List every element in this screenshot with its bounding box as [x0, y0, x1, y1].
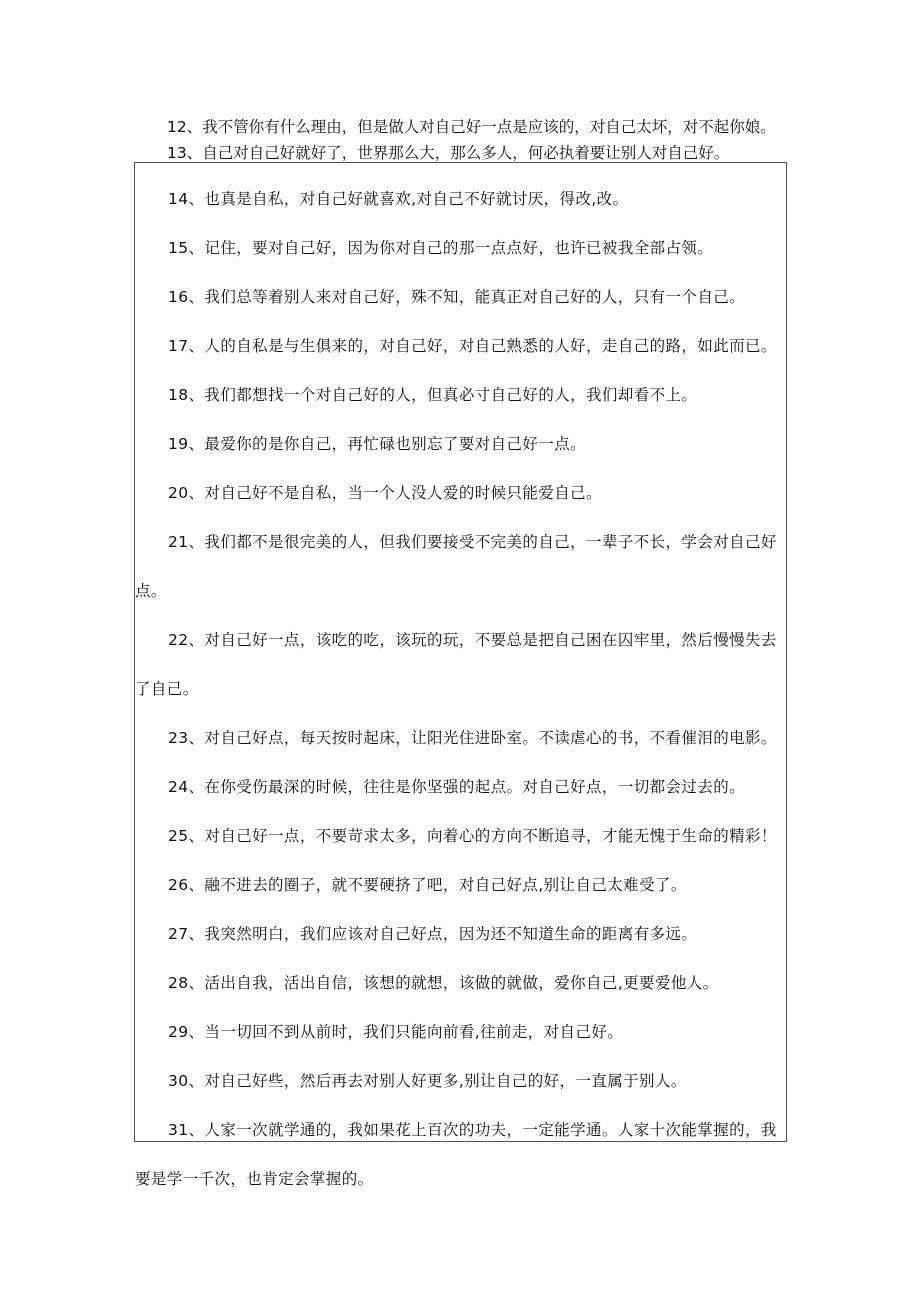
list-item: 31、人家一次就学通的，我如果花上百次的功夫，一定能学通。人家十次能掌握的，我要是学一千次，也肯定会掌握的。: [135, 1121, 777, 1188]
list-item: 24、在你受伤最深的时候，往往是你坚强的起点。对自己好点，一切都会过去的。: [168, 778, 746, 796]
bordered-text-box: [134, 162, 787, 1188]
list-item: 16、我们总等着别人来对自己好，殊不知，能真正对自己好的人，只有一个自己。: [168, 288, 746, 306]
list-item: 25、对自己好一点，不要苛求太多，向着心的方向不断追寻，才能无愧于生命的精彩！: [168, 827, 777, 845]
list-item: 27、我突然明白，我们应该对自己好点，因为还不知道生命的距离有多远。: [168, 925, 698, 943]
list-item: 12、我不管你有什么理由，但是做人对自己好一点是应该的，对自己太坏，对不起你娘。: [167, 118, 776, 136]
list-item: 14、也真是自私，对自己好就喜欢,对自己不好就讨厌，得改,改。: [168, 190, 629, 208]
top-paragraphs: [134, 114, 787, 166]
list-item: 13、自己对自己好就好了，世界那么大，那么多人，何必执着要让别人对自己好。: [167, 144, 730, 162]
list-item: 17、人的自私是与生俱来的，对自己好，对自己熟悉的人好，走自己的路，如此而已。: [168, 337, 777, 355]
list-item: 28、活出自我，活出自信，该想的就想，该做的就做，爱你自己,更要爱他人。: [168, 974, 719, 992]
list-item: 23、对自己好点，每天按时起床，让阳光住进卧室。不读虐心的书，不看催泪的电影。: [168, 729, 777, 747]
list-item: 30、对自己好些，然后再去对别人好更多,别让自己的好，一直属于别人。: [168, 1072, 687, 1090]
list-item: 20、对自己好不是自私，当一个人没人爱的时候只能爱自己。: [168, 484, 602, 502]
list-item: 15、记住，要对自己好，因为你对自己的那一点点好，也许已被我全部占领。: [168, 239, 714, 257]
list-item: 18、我们都想找一个对自己好的人，但真必寸自己好的人，我们却看不上。: [168, 386, 698, 404]
list-item: 22、对自己好一点，该吃的吃，该玩的玩，不要总是把自己困在囚牢里，然后慢慢失去了自己。: [135, 631, 777, 698]
list-item: 26、融不进去的圈子，就不要硬挤了吧，对自己好点,别让自己太难受了。: [168, 876, 687, 894]
list-item: 29、当一切回不到从前时，我们只能向前看,往前走，对自己好。: [168, 1023, 624, 1041]
list-item: 19、最爱你的是你自己，再忙碌也别忘了要对自己好一点。: [168, 435, 587, 453]
list-item: 21、我们都不是很完美的人，但我们要接受不完美的自己，一辈子不长，学会对自己好点。: [135, 533, 777, 600]
